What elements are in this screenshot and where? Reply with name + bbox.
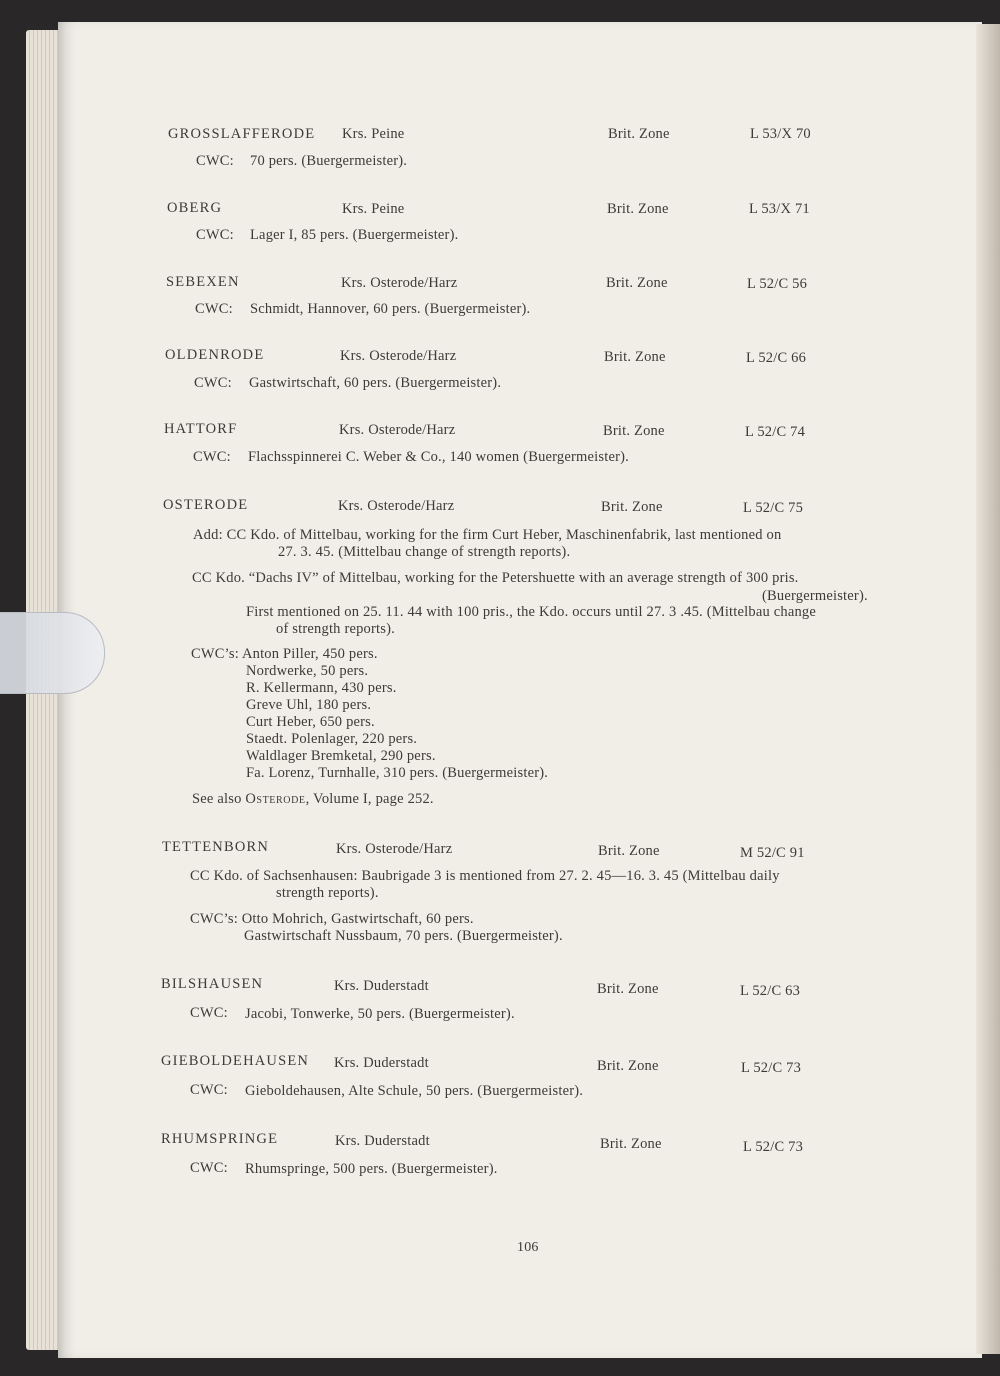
place-name: RHUMSPRINGE — [161, 1131, 279, 1147]
see-also-ref: Osterode — [245, 791, 306, 807]
zone: Brit. Zone — [598, 843, 660, 859]
cwc-label: CWC: — [190, 1160, 228, 1176]
place-name: HATTORF — [164, 421, 238, 437]
cwc-list-item: Nordwerke, 50 pers. — [246, 663, 369, 679]
page-clip — [0, 612, 105, 694]
cwc-label: CWC: — [196, 227, 234, 243]
zone: Brit. Zone — [601, 499, 663, 515]
note-line: First mentioned on 25. 11. 44 with 100 pris., the Kdo. occurs until 27. 3 .45. (Mittelbau change — [246, 604, 816, 620]
cwc-list-item: Waldlager Bremketal, 290 pers. — [246, 748, 436, 764]
cwc-text: Schmidt, Hannover, 60 pers. (Buergermeister). — [250, 301, 531, 317]
zone: Brit. Zone — [603, 423, 665, 439]
map-ref: L 52/C 74 — [745, 424, 806, 440]
cwc-text: Jacobi, Tonwerke, 50 pers. (Buergermeister). — [245, 1006, 515, 1022]
cwc-label: CWC: — [194, 375, 232, 391]
district: Krs. Duderstadt — [334, 978, 429, 994]
district: Krs. Peine — [342, 201, 405, 217]
cwc-text: Rhumspringe, 500 pers. (Buergermeister). — [245, 1161, 498, 1177]
map-ref: L 53/X 71 — [749, 201, 810, 217]
cwc-list-item: CWC’s: Otto Mohrich, Gastwirtschaft, 60 pers. — [190, 911, 474, 927]
cwc-list-item: R. Kellermann, 430 pers. — [246, 680, 397, 696]
place-name: TETTENBORN — [162, 839, 270, 855]
district: Krs. Peine — [342, 126, 405, 142]
cwc-list-item: Greve Uhl, 180 pers. — [246, 697, 372, 713]
cwc-text: 70 pers. (Buergermeister). — [250, 153, 408, 169]
note-line: strength reports). — [276, 885, 379, 901]
cwc-list-item: Staedt. Polenlager, 220 pers. — [246, 731, 418, 747]
cwc-list-item: CWC’s: Anton Piller, 450 pers. — [191, 646, 378, 662]
cwc-label: CWC: — [193, 449, 231, 465]
cwc-text: Flachsspinnerei C. Weber & Co., 140 women (Buergermeister). — [248, 449, 629, 465]
see-also — [192, 791, 434, 808]
district: Krs. Osterode/Harz — [340, 348, 457, 364]
place-name: OBERG — [167, 200, 223, 216]
district: Krs. Osterode/Harz — [336, 841, 453, 857]
map-ref: L 52/C 73 — [741, 1060, 802, 1076]
cwc-label: CWC: — [190, 1005, 228, 1021]
zone: Brit. Zone — [600, 1136, 662, 1152]
note-line: CC Kdo. of Sachsenhausen: Baubrigade 3 is mentioned from 27. 2. 45—16. 3. 45 (Mittelbau daily — [190, 868, 780, 884]
cwc-text: Lager I, 85 pers. (Buergermeister). — [250, 227, 459, 243]
see-also-prefix: See also — [192, 791, 242, 807]
district: Krs. Osterode/Harz — [338, 498, 455, 514]
cwc-label: CWC: — [190, 1082, 228, 1098]
note-line: of strength reports). — [276, 621, 395, 637]
cwc-list-item: Fa. Lorenz, Turnhalle, 310 pers. (Buergermeister). — [246, 765, 549, 781]
place-name: GIEBOLDEHAUSEN — [161, 1053, 310, 1069]
cwc-list-item: Curt Heber, 650 pers. — [246, 714, 375, 730]
note-line: (Buergermeister). — [762, 588, 868, 604]
place-name: GROSSLAFFERODE — [168, 126, 316, 142]
place-name: OLDENRODE — [165, 347, 265, 363]
map-ref: L 52/C 63 — [740, 983, 801, 999]
cwc-label: CWC: — [196, 153, 234, 169]
facing-page-edge — [976, 24, 1000, 1354]
map-ref: L 52/C 73 — [743, 1139, 804, 1155]
book-page — [58, 22, 982, 1358]
zone: Brit. Zone — [597, 1058, 659, 1074]
map-ref: M 52/C 91 — [740, 845, 805, 861]
map-ref: L 53/X 70 — [750, 126, 811, 142]
cwc-list-item: Gastwirtschaft Nussbaum, 70 pers. (Buergermeister). — [244, 928, 563, 944]
cwc-text: Gastwirtschaft, 60 pers. (Buergermeister). — [249, 375, 502, 391]
note-line: Add: CC Kdo. of Mittelbau, working for the firm Curt Heber, Maschinenfabrik, last mentioned on — [193, 527, 782, 543]
zone: Brit. Zone — [608, 126, 670, 142]
district: Krs. Osterode/Harz — [341, 275, 458, 291]
note-line: CC Kdo. “Dachs IV” of Mittelbau, working for the Petershuette with an average strength of 300 pris. — [192, 570, 799, 586]
map-ref: L 52/C 75 — [743, 500, 804, 516]
district: Krs. Osterode/Harz — [339, 422, 456, 438]
district: Krs. Duderstadt — [334, 1055, 429, 1071]
district: Krs. Duderstadt — [335, 1133, 430, 1149]
place-name: SEBEXEN — [166, 274, 240, 290]
map-ref: L 52/C 66 — [746, 350, 807, 366]
place-name: OSTERODE — [163, 497, 249, 513]
place-name: BILSHAUSEN — [161, 976, 264, 992]
see-also-suffix: , Volume I, page 252. — [305, 791, 434, 807]
page-number: 106 — [517, 1240, 539, 1255]
map-ref: L 52/C 56 — [747, 276, 808, 292]
note-line: 27. 3. 45. (Mittelbau change of strength reports). — [278, 544, 571, 560]
zone: Brit. Zone — [604, 349, 666, 365]
cwc-text: Gieboldehausen, Alte Schule, 50 pers. (Buergermeister). — [245, 1083, 584, 1099]
zone: Brit. Zone — [607, 201, 669, 217]
zone: Brit. Zone — [597, 981, 659, 997]
cwc-label: CWC: — [195, 301, 233, 317]
zone: Brit. Zone — [606, 275, 668, 291]
